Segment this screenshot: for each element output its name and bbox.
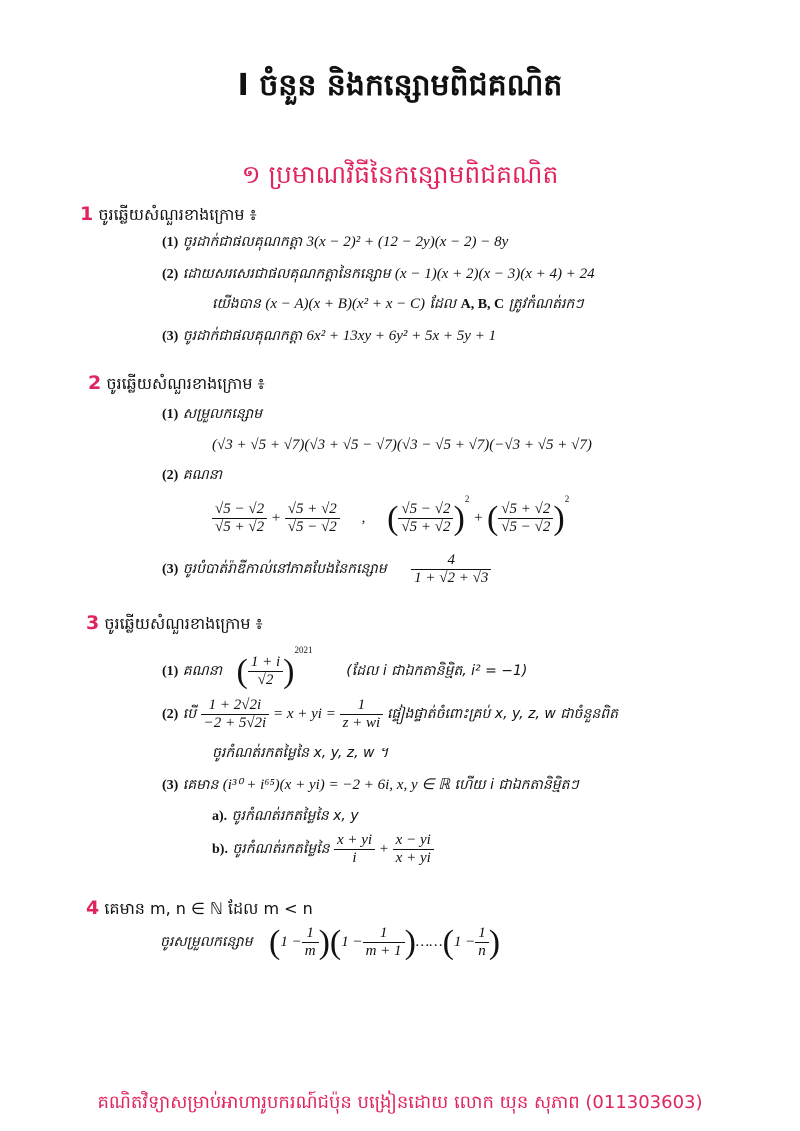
- part-text: ចូរកំណត់រកតម្លៃនៃ x, y, z, w ។: [212, 745, 389, 761]
- part-text: ហើយ i ជាឯកតានិម្មិតៗ: [454, 777, 579, 793]
- q2-part-2-expressions: $\frac{√5 - √2}{√5 + √2}$ + $\frac{√5 + √2}{√5 - √2}$ , ( $\frac{√5 - √2}{√5 + √2}$ )$^2$ + ( $\frac{√5 + √2}{√5 - √2}$ )$^2$: [212, 494, 569, 536]
- q3-part-3: [162, 775, 579, 796]
- q3-part-2-continued: [212, 743, 388, 764]
- fraction: $\frac{x - yi}{x + yi}$: [393, 832, 434, 867]
- q3-part-3b: b). ចូរកំណត់រកតម្លៃនៃ $\frac{x + yi}{i}$ + $\frac{x - yi}{x + yi}$: [212, 832, 434, 867]
- question-number: 3: [86, 612, 100, 634]
- part-label: (1): [162, 407, 179, 422]
- question-instruction: គេមាន m, n ∈ ℕ ដែល m < n: [104, 899, 313, 918]
- part-label: (1): [162, 235, 179, 250]
- separator: ,: [361, 510, 366, 526]
- expression: 3(x − 2)² + (12 − 2y)(x − 2) − 8y: [306, 234, 509, 250]
- fraction: $\frac{1}{z + wi}$: [340, 697, 384, 732]
- part-text: ចូរកំណត់រកតម្លៃនៃ: [232, 840, 330, 857]
- part-text: ចូរបំបាត់រ៉ាឌីកាល់នៅភាគបែងនៃកន្សោម: [182, 560, 387, 577]
- part-label: (3): [162, 778, 179, 793]
- part-text: គេមាន: [182, 777, 219, 793]
- part-label: (3): [162, 561, 179, 577]
- part-text: បើ: [182, 705, 197, 722]
- part-text: ចូរសម្រួលកន្សោម: [160, 933, 253, 950]
- page-title: I ចំនួន និងកន្សោមពិជគណិត: [237, 68, 563, 103]
- question-number: 4: [86, 897, 100, 919]
- question-instruction: ចូរឆ្លើយសំណួរខាងក្រោម ៖: [104, 614, 263, 633]
- fraction: $\frac{1}{n}$: [475, 925, 489, 960]
- question-1-header: [80, 203, 257, 228]
- part-text: ចូរដាក់ជាផលគុណកត្តា: [182, 328, 303, 344]
- fraction: $\frac{√5 + √2}{√5 - √2}$: [498, 501, 553, 536]
- section-heading: ១ ប្រមាណវិធីនៃកន្សោមពិជគណិត: [241, 160, 559, 189]
- part-text: ដែល: [429, 296, 457, 312]
- fraction: $\frac{√5 - √2}{√5 + √2}$: [398, 501, 453, 536]
- part-label: (3): [162, 329, 179, 344]
- q3-part-2: (2) បើ $\frac{1 + 2√2i}{-2 + 5√2i}$ = x + yi = $\frac{1}{z + wi}$ ផ្ទៀងផ្ទាត់ចំពោះគ្រប់ x, y, z, w ជាចំនួនពិត: [162, 697, 618, 731]
- question-4-header: [86, 897, 313, 922]
- part-text: ត្រូវកំណត់រកៗ: [508, 296, 584, 312]
- part-text: សម្រួលកន្សោម: [182, 406, 263, 422]
- fraction: $\frac{1}{m + 1}$: [363, 925, 405, 960]
- fraction: $\frac{√5 + √2}{√5 - √2}$: [285, 501, 340, 536]
- q1-part-2-continued: [212, 294, 584, 315]
- part-label: (2): [162, 706, 179, 722]
- part-text: ផ្ទៀងផ្ទាត់ចំពោះគ្រប់ x, y, z, w ជាចំនួនពិត: [386, 705, 618, 722]
- q2-part-1-expression: [212, 437, 592, 454]
- q2-part-2: [162, 465, 222, 486]
- q3-part-1: (1) គណនា ( $\frac{1 + i}{√2}$ )$^{2021}$ (ដែល i ជាឯកតានិម្មិត, i² = −1): [162, 645, 528, 690]
- expression: (x − A)(x + B)(x² + x − C): [265, 296, 425, 312]
- question-3-header: [86, 612, 263, 637]
- q4-expression-line: ចូរសម្រួលកន្សោម (1 − $\frac{1}{m}$ )(1 − $\frac{1}{m + 1}$ )……(1 − $\frac{1}{n}$ ): [160, 923, 501, 961]
- expression: (x − 1)(x + 2)(x − 3)(x + 4) + 24: [394, 266, 595, 282]
- part-text: ចូរដាក់ជាផលគុណកត្តា: [182, 234, 303, 250]
- part-text: ចូរកំណត់រកតម្លៃនៃ x, y: [231, 808, 359, 824]
- fraction: $\frac{x + yi}{i}$: [334, 832, 375, 867]
- note: (ដែល i ជាឯកតានិម្មិត, i² = −1): [346, 663, 528, 679]
- expression: (√3 + √5 + √7)(√3 + √5 − √7)(√3 − √5 + √7)(−√3 + √5 + √7): [212, 437, 592, 453]
- question-2-header: [88, 372, 265, 397]
- variables: A, B, C: [460, 297, 505, 312]
- part-text: គណនា: [182, 467, 223, 483]
- part-text: គណនា: [182, 663, 223, 679]
- part-text: ដោយសរសេរជាផលគុណកត្តានៃកន្សោម: [182, 266, 391, 282]
- fraction: $\frac{1 + 2√2i}{-2 + 5√2i}$: [201, 697, 270, 732]
- page-footer: គណិតវិទ្យាសម្រាប់អាហារូបករណ៍ជប៉ុន បង្រៀនដោយ លោក យុន សុភាព (011303603): [97, 1092, 703, 1113]
- question-number: 1: [80, 203, 94, 225]
- part-label: (2): [162, 267, 179, 282]
- part-label: (1): [162, 664, 179, 679]
- q1-part-1: [162, 232, 508, 253]
- question-instruction: ចូរឆ្លើយសំណួរខាងក្រោម ៖: [98, 205, 257, 224]
- question-instruction: ចូរឆ្លើយសំណួរខាងក្រោម ៖: [106, 374, 265, 393]
- fraction: $\frac{1}{m}$: [302, 925, 319, 960]
- q2-part-1: [162, 404, 262, 425]
- q1-part-3: [162, 326, 496, 347]
- part-label: (2): [162, 468, 179, 483]
- question-number: 2: [88, 372, 102, 394]
- part-label: b).: [212, 841, 228, 857]
- fraction: $\frac{4}{1 + √2 + √3}$: [411, 552, 491, 587]
- q1-part-2: [162, 264, 595, 285]
- expression: (i³⁰ + i⁶⁵)(x + yi) = −2 + 6i, x, y ∈ ℝ: [222, 777, 451, 793]
- expression: 6x² + 13xy + 6y² + 5x + 5y + 1: [306, 328, 497, 344]
- q3-part-3a: [212, 806, 359, 827]
- fraction: $\frac{√5 - √2}{√5 + √2}$: [212, 501, 267, 536]
- q2-part-3: [162, 552, 491, 587]
- fraction: $\frac{1 + i}{√2}$: [248, 654, 283, 689]
- part-text: យើងបាន: [212, 296, 261, 312]
- part-label: a).: [212, 809, 228, 824]
